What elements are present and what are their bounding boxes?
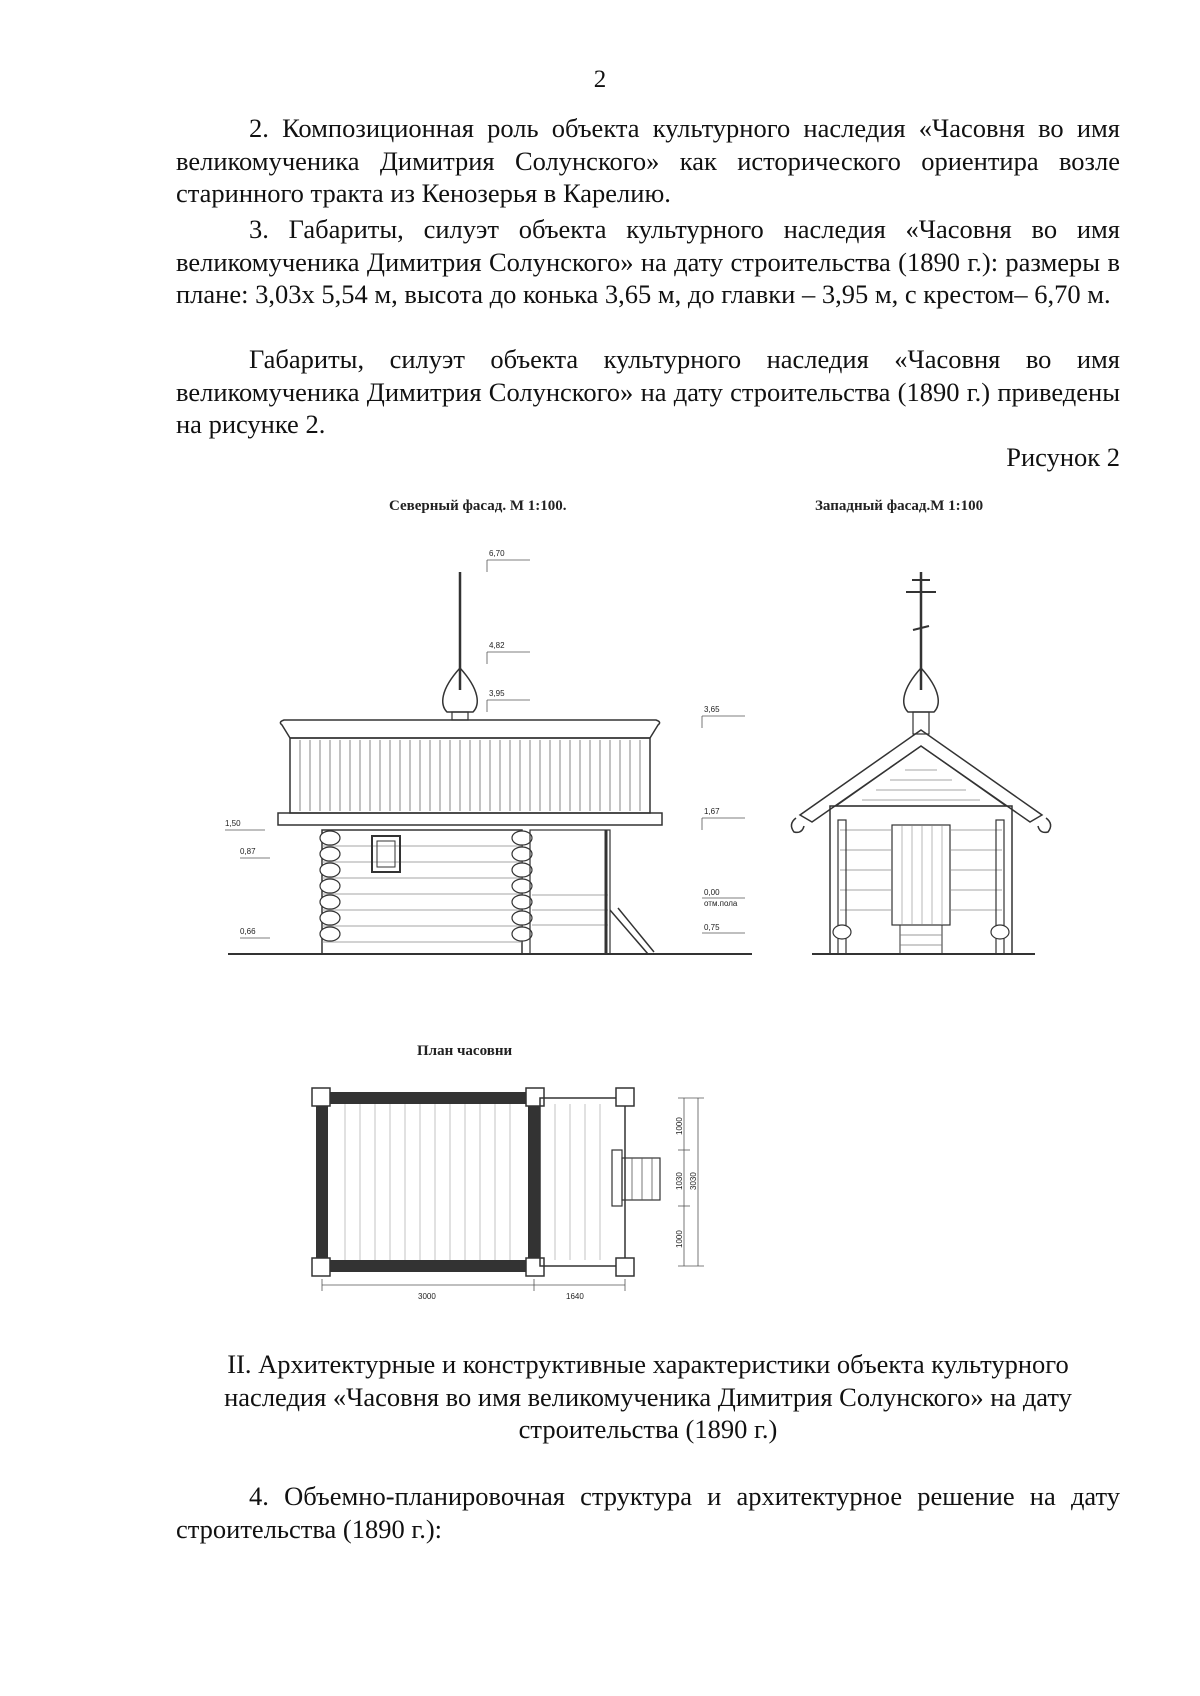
floor-plan: [312, 1088, 704, 1301]
paragraph-4: 4. Объемно-планировочная структура и архитектурное решение на дату строительства (1890 г.):: [176, 1481, 1120, 1544]
paragraph-3-continued: Габариты, силуэт объекта культурного наследия «Часовня во имя великомученика Димитрия Солунского» на дату строительства (1890 г.) приведены на рисунке 2.: [176, 344, 1120, 439]
plan-dim-1000-bottom: 1000: [675, 1230, 684, 1248]
west-facade: [791, 572, 1050, 954]
section-heading: II. Архитектурные и конструктивные характеристики объекта культурного наследия «Часовня во имя великомученика Димитрия Солунского» на дату строительства (1890 г.): [224, 1349, 1072, 1444]
paragraph-2: 2. Композиционная роль объекта культурного наследия «Часовня во имя великомученика Димитрия Солунского» как исторического ориентира возле старинного тракта из Кенозерья в Карелию.: [176, 113, 1120, 208]
plan-dim-1640: 1640: [566, 1292, 584, 1301]
plan-dim-3030: 3030: [689, 1172, 698, 1190]
dim-150: 1,50: [225, 819, 241, 828]
dim-482: 4,82: [489, 641, 505, 650]
dim-087: 0,87: [240, 847, 256, 856]
dim-670: 6,70: [489, 549, 505, 558]
dim-000: 0,00: [704, 888, 720, 897]
plan-dim-1000-top: 1000: [675, 1117, 684, 1135]
dim-395: 3,95: [489, 689, 505, 698]
west-facade-title: Западный фасад.М 1:100: [815, 498, 984, 514]
plan-dim-3000: 3000: [418, 1292, 436, 1301]
page-number: 2: [593, 66, 607, 93]
dim-365: 3,65: [704, 705, 720, 714]
north-facade-title: Северный фасад. М 1:100.: [389, 498, 567, 514]
dim-075: 0,75: [704, 923, 720, 932]
plan-dim-1030: 1030: [675, 1172, 684, 1190]
dim-167: 1,67: [704, 807, 720, 816]
dim-floor-mark: отм.пола: [704, 899, 738, 908]
paragraph-3: 3. Габариты, силуэт объекта культурного наследия «Часовня во имя великомученика Димитрия Солунского» на дату строительства (1890 г.): размеры в плане: 3,03х 5,54 м, высота до конька 3,65 м, до главки – 3,95 м, с крестом– 6,70 м.: [176, 214, 1120, 309]
plan-title: План часовни: [417, 1043, 513, 1059]
dim-066: 0,66: [240, 927, 256, 936]
north-facade: [225, 549, 752, 954]
figure-label: Рисунок 2: [1006, 442, 1120, 472]
